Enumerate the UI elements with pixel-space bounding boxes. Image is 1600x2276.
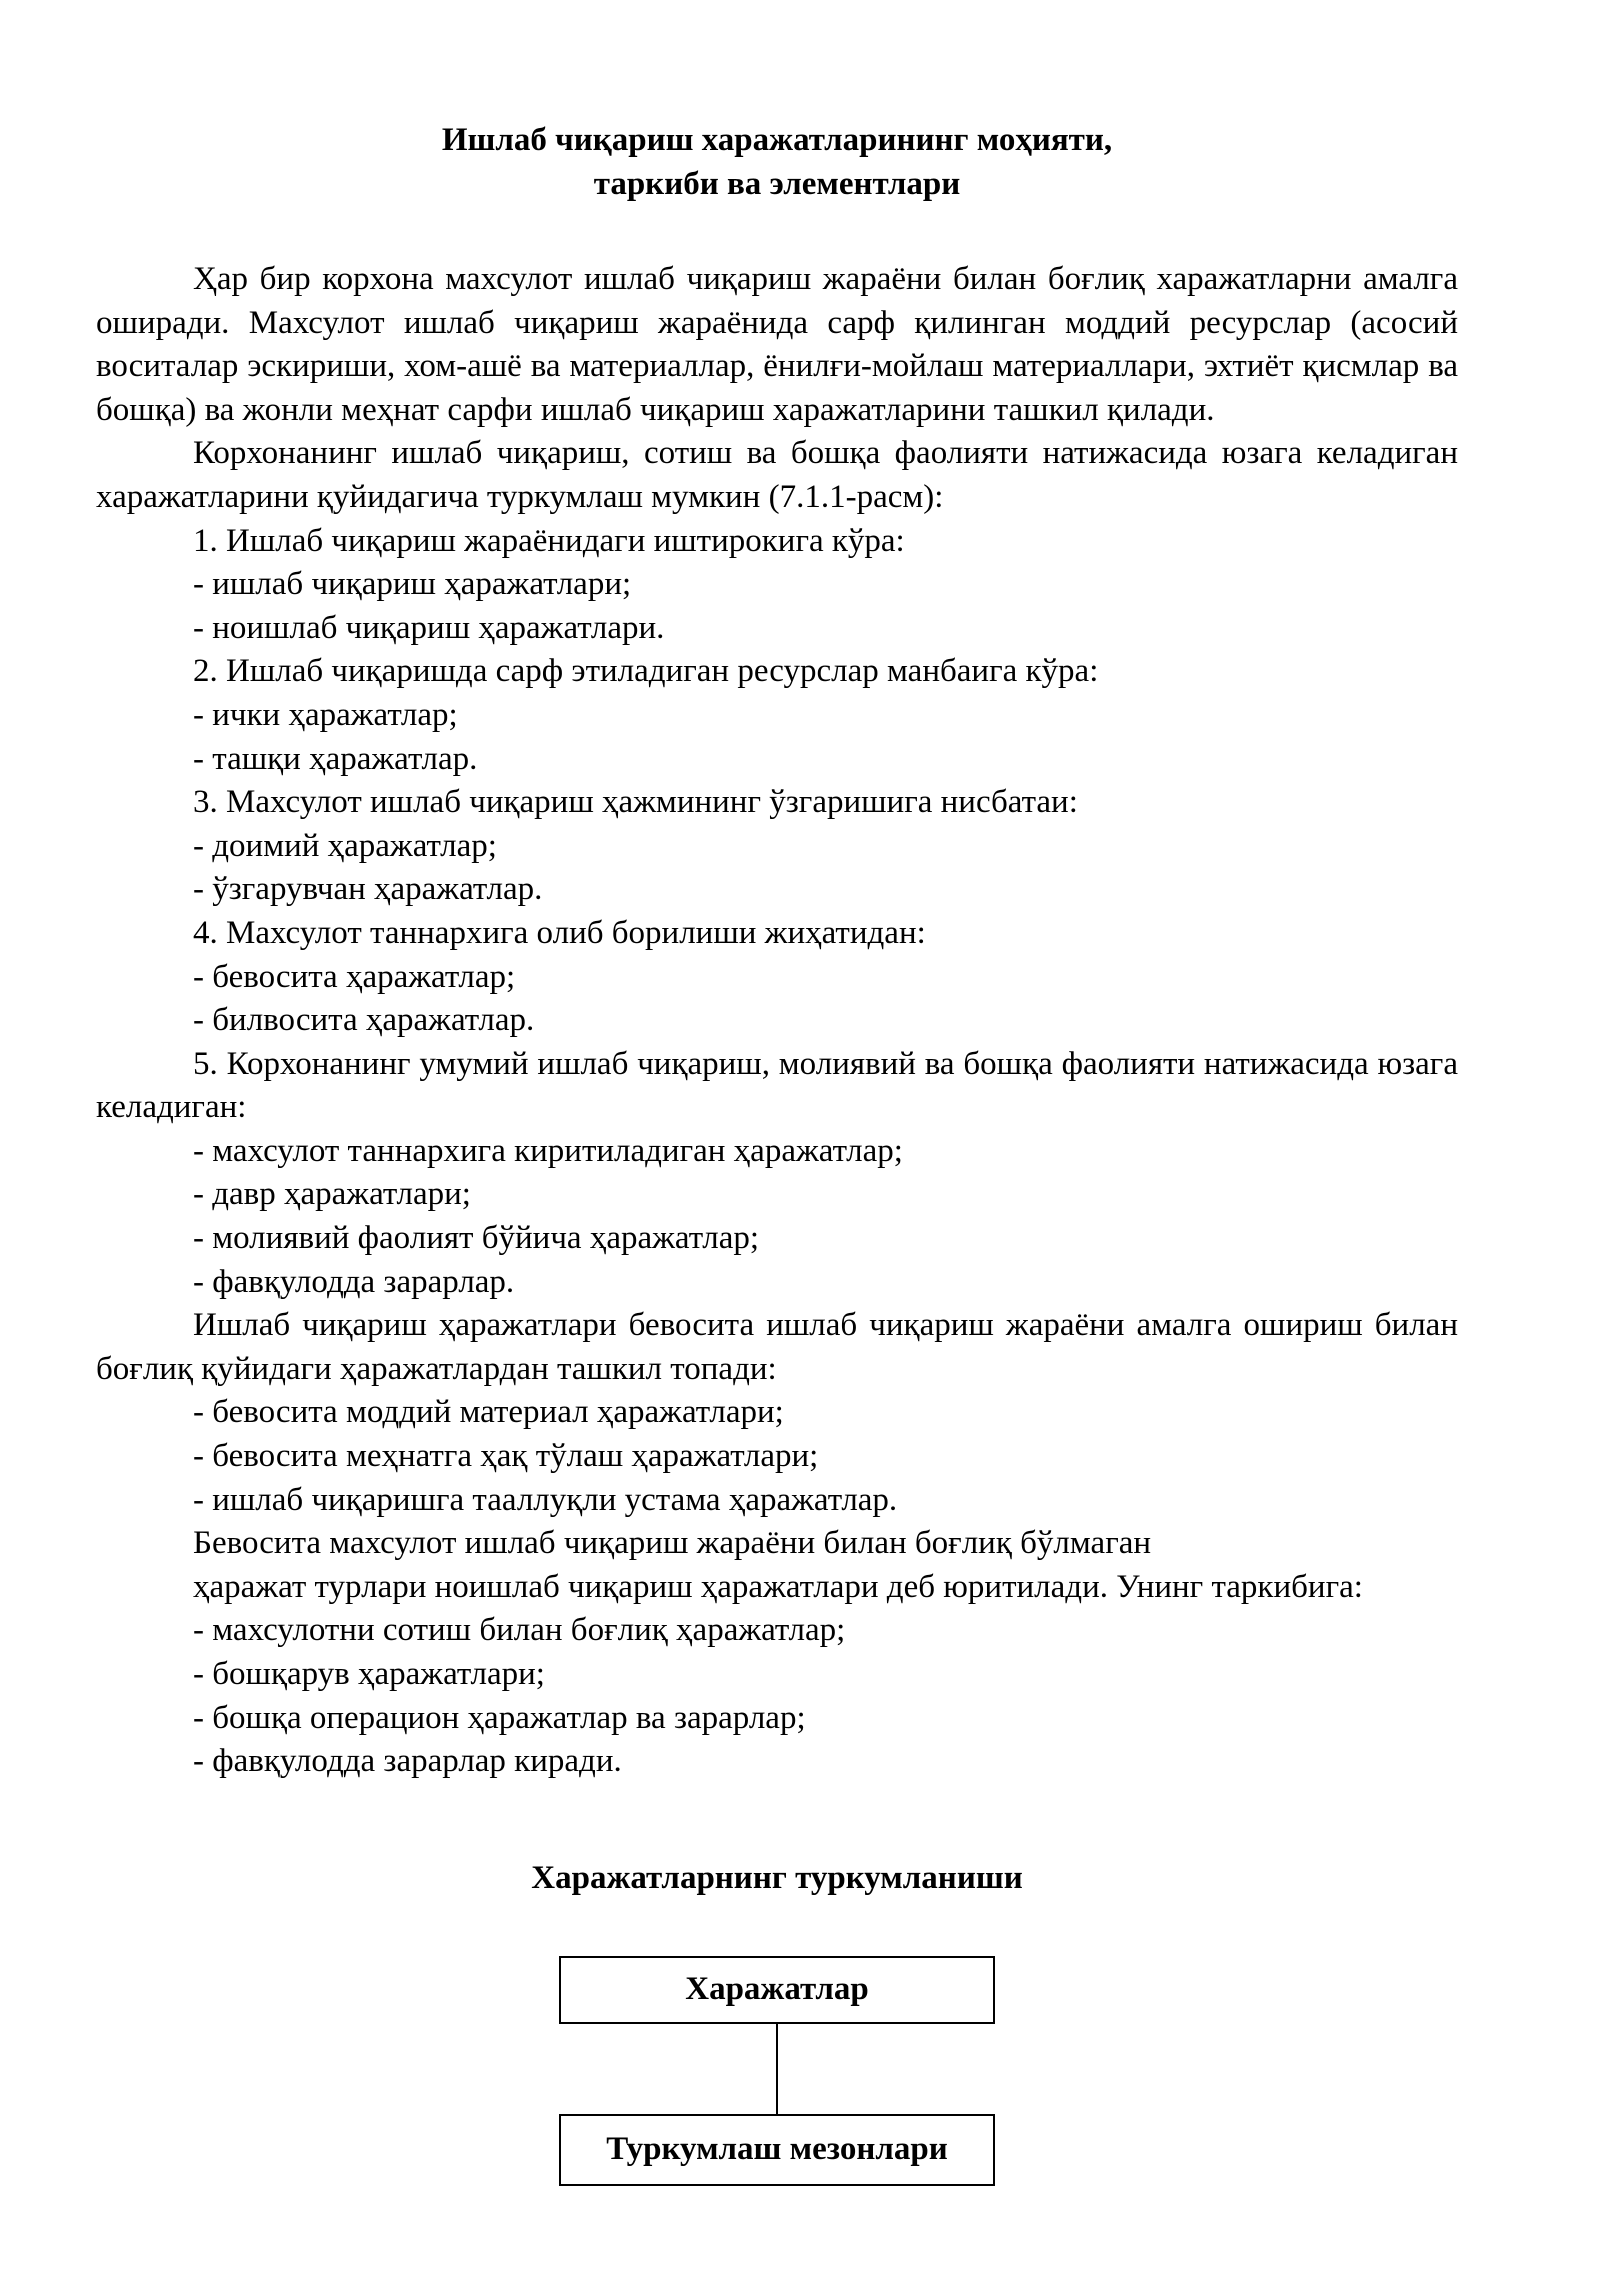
diagram-connector-line <box>776 2024 778 2114</box>
list-line: - фавқулодда зарарлар. <box>193 1263 515 1300</box>
list-line: 4. Махсулот таннархига олиб борилиши жиҳатидан: <box>193 914 926 951</box>
list-line: - махсулотни сотиш билан боғлиқ ҳаражатлар; <box>193 1612 846 1649</box>
document-title-line-2: таркиби ва элементлари <box>593 166 961 202</box>
list-line: - ишлаб чиқаришга тааллуқли устама ҳаражатлар. <box>193 1481 898 1518</box>
list-line: Бевосита махсулот ишлаб чиқариш жараёни билан боғлиқ бўлмаган <box>193 1525 1152 1562</box>
paragraph: Корхонанинг ишлаб чиқариш, сотиш ва бошқа фаолияти натижасида юзага келадиган харажатларини қуйидагича туркумлаш мумкин (7.1.1-расм): <box>96 435 1458 515</box>
paragraph: ҳаражат турлари ноишлаб чиқариш ҳаражатлари деб юритилади. Унинг таркибига: <box>193 1568 1363 1605</box>
paragraph: 5. Корхонанинг умумий ишлаб чиқариш, молиявий ва бошқа фаолияти натижасида юзага келадиган: <box>96 1045 1458 1126</box>
document-title <box>96 118 1458 206</box>
paragraph: Ҳар бир корхона махсулот ишлаб чиқариш жараёни билан боғлиқ харажатларни амалга оширади. Махсулот ишлаб чиқариш жараёнида сарф қилинган моддий ресурслар (асосий воситалар эскириши, хом-ашё ва материаллар, ёнилғи-мойлаш материаллари, эхтиёт қисмлар ва бошқа) ва жонли меҳнат сарфи ишлаб чиқариш харажатларини ташкил қилади. <box>96 261 1458 428</box>
list-line: - ишлаб чиқариш ҳаражатлари; <box>193 566 632 603</box>
list-line: - ўзгарувчан ҳаражатлар. <box>193 871 543 908</box>
list-line: 3. Махсулот ишлаб чиқариш ҳажмининг ўзгаришига нисбатаи: <box>193 784 1078 821</box>
list-line: - ички ҳаражатлар; <box>193 696 458 733</box>
list-line: - ноишлаб чиқариш ҳаражатлари. <box>193 609 665 646</box>
list-line: - бошқа операцион ҳаражатлар ва зарарлар; <box>193 1699 806 1736</box>
list-line: - бевосита моддий материал ҳаражатлари; <box>193 1394 784 1431</box>
list-line: 1. Ишлаб чиқариш жараёнидаги иштирокига кўра: <box>193 522 905 559</box>
list-line: - давр ҳаражатлари; <box>193 1176 471 1213</box>
list-line: - бошқарув ҳаражатлари; <box>193 1656 545 1692</box>
document-title-line-1: Ишлаб чиқариш харажатларининг моҳияти, <box>441 122 1113 158</box>
list-line: - молиявий фаолият бўйича ҳаражатлар; <box>193 1220 760 1257</box>
list-line: - бевосита ҳаражатлар; <box>193 958 516 995</box>
section-title: Харажатларнинг туркумланиши <box>531 1859 1023 1896</box>
classification-diagram <box>96 1956 1458 2276</box>
diagram-box-criteria: Туркумлаш мезонлари <box>559 2114 995 2186</box>
list-line: - билвосита ҳаражатлар. <box>193 1002 535 1039</box>
list-line: - махсулот таннархига киритиладиган ҳаражатлар; <box>193 1132 903 1169</box>
paragraph: Ишлаб чиқариш ҳаражатлари бевосита ишлаб чиқариш жараёни амалга ошириш билан боғлиқ қуйидаги ҳаражатлардан ташкил топади: <box>96 1307 1458 1387</box>
list-line: - ташқи ҳаражатлар. <box>193 740 478 777</box>
list-line: - доимий ҳаражатлар; <box>193 827 497 864</box>
document-page <box>96 118 1458 2276</box>
list-line: 2. Ишлаб чиқаришда сарф этиладиган ресурслар манбаига кўра: <box>193 653 1099 690</box>
diagram-box-costs: Харажатлар <box>559 1956 995 2024</box>
document-body <box>96 258 1458 1784</box>
list-line: - бевосита меҳнатга ҳақ тўлаш ҳаражатлари; <box>193 1438 819 1475</box>
list-line: - фавқулодда зарарлар киради. <box>193 1743 622 1780</box>
